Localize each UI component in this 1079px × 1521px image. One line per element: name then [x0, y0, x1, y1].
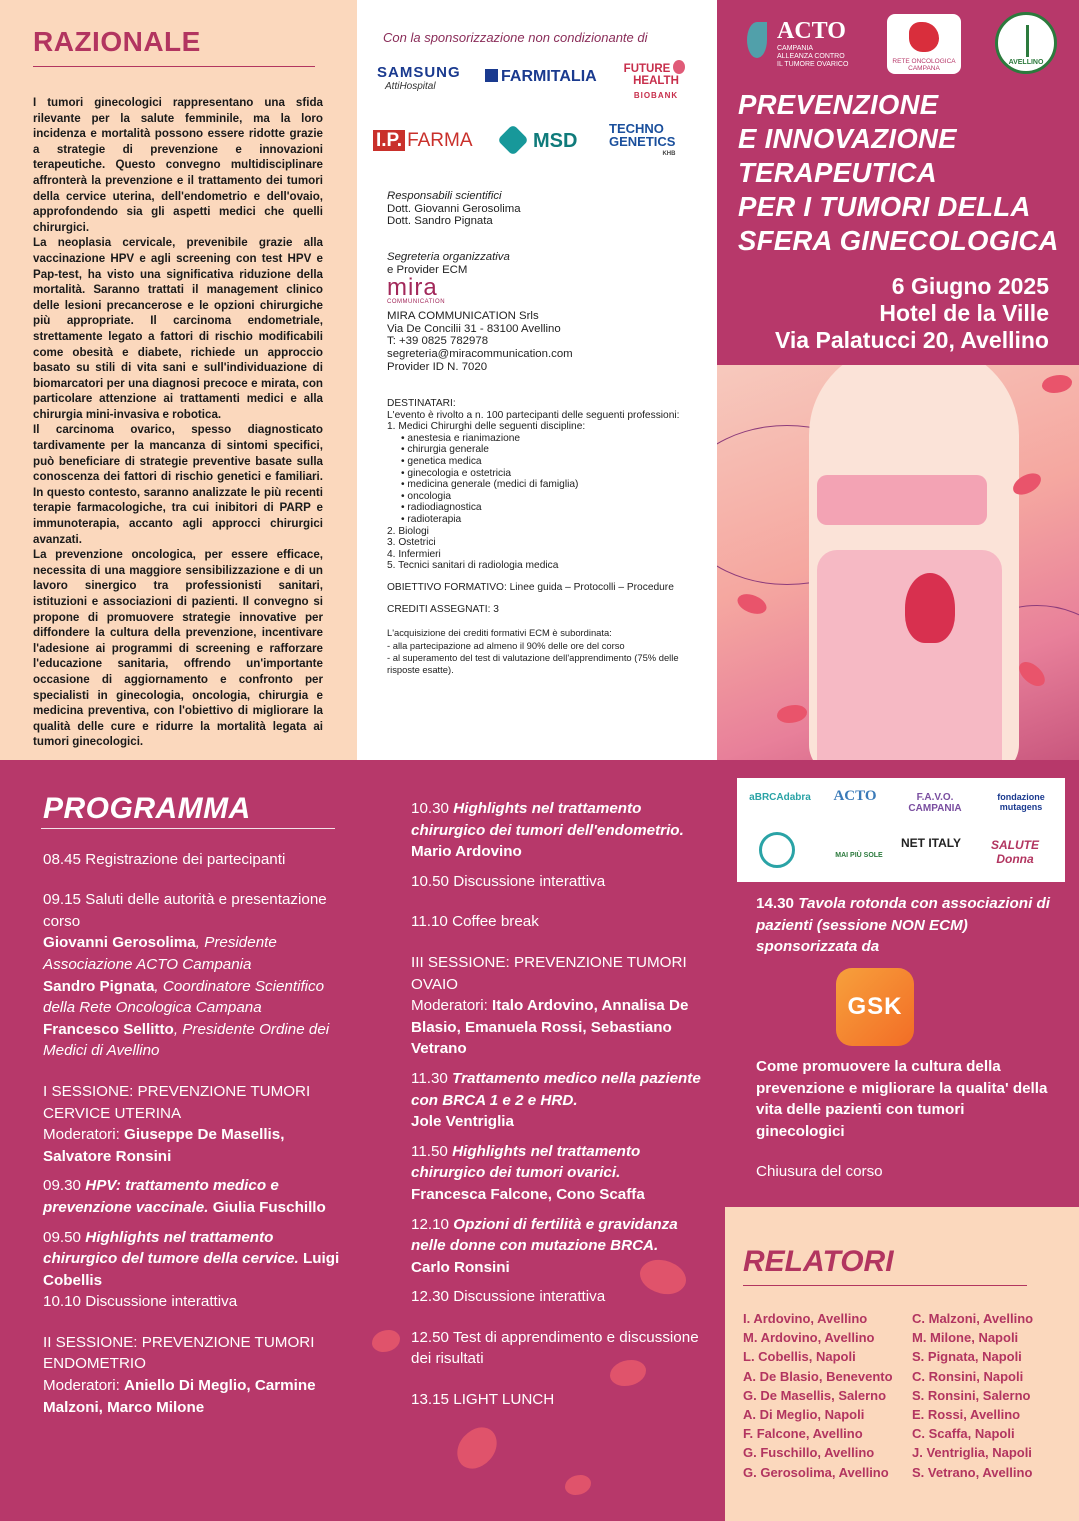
future-health-logo [605, 60, 707, 100]
techno-text-a: TECHNO [609, 121, 664, 136]
programme-item [43, 849, 343, 871]
programme-item [411, 1214, 711, 1279]
programme-item [411, 1286, 711, 1308]
speaker-item: S. Ronsini, Salerno [912, 1387, 1031, 1403]
cover-illustration [717, 365, 1079, 760]
acto-logo-sub: ALLEANZA CONTRO [777, 53, 845, 60]
title-line: TERAPEUTICA [738, 157, 937, 188]
association-seal-icon [759, 832, 795, 868]
acto-logo-text: ACTO [777, 18, 846, 44]
item-time: 11.10 [411, 913, 448, 931]
item-time: 12.50 [411, 1328, 450, 1346]
relatori-panel [725, 1207, 1079, 1521]
round-table-topic: Come promuovere la cultura della prevenzione e migliorare la qualita' della vita delle pazienti con tumori ginecologici [756, 1058, 1048, 1140]
acto-mark-icon [747, 22, 767, 58]
target-audience [387, 398, 687, 677]
discipline-item: • genetica medica [401, 456, 687, 468]
discipline-item: • anestesia e rianimazione [401, 433, 687, 445]
campania-map-icon [909, 22, 939, 52]
samsung-logo [377, 64, 461, 92]
item-time: 13.15 [411, 1391, 450, 1409]
segr-sub: e Provider ECM [387, 263, 468, 276]
rete-oncologica-logo [887, 14, 961, 74]
organization-panel [357, 0, 717, 760]
speaker-item: C. Ronsini, Napoli [912, 1368, 1024, 1384]
programme-column-3-bottom [756, 1056, 1056, 1202]
programme-item [411, 1389, 711, 1411]
programme-item [411, 1068, 711, 1133]
mira-logo-sub: COMMUNICATION [387, 299, 446, 306]
techno-genetics-logo [609, 122, 675, 161]
event-details [775, 273, 1049, 354]
item-text: Discussione interattiva [453, 872, 606, 890]
speaker-item: E. Rossi, Avellino [912, 1407, 1021, 1423]
item-time: 08.45 [43, 850, 82, 868]
speaker-item: J. Ventriglia, Napoli [912, 1445, 1032, 1461]
item-time: 11.50 [411, 1142, 448, 1160]
msd-logo-text: MSD [533, 130, 578, 152]
relatori-title: RELATORI [743, 1245, 894, 1278]
resp-label: Responsabili scientifici [387, 190, 502, 202]
acto-logo-sub: IL TUMORE OVARICO [777, 61, 849, 68]
speakers-column-2 [912, 1309, 1033, 1482]
speaker-item: A. Di Meglio, Napoli [743, 1407, 865, 1423]
speaker-name: Luigi Cobellis [43, 1250, 340, 1289]
razionale-paragraph: I tumori ginecologici rappresentano una sfida rilevante per la salute femminile, ma la loro incidenza e mortalità possono essere ridotte grazie a strategie di prevenzione e innovazioni terapeutiche. Questo convegno multidisciplinare affronterà la prevenzione e il trattamento dei tumori della cervice uterina, dell'endometrio e dell'ovaio, approfondendo sia gli aspetti medici che quelli chirurgici. [33, 96, 323, 234]
rete-logo-text: RETE ONCOLOGICA CAMPANA [892, 58, 956, 72]
ip-farma-text: FARMA [407, 130, 473, 151]
samsung-logo-sub: AttiHospital [385, 81, 436, 92]
talk-title: Highlights nel trattamento chirurgico dei tumori ovarici. [411, 1142, 641, 1182]
samsung-logo-text: SAMSUNG [377, 64, 461, 81]
speaker-role: , Coordinatore Scientifico della Rete Oncologica Campana [43, 977, 325, 1017]
speaker-item: C. Scaffa, Napoli [912, 1426, 1015, 1442]
discipline-item: • oncologia [401, 491, 687, 503]
dest-item: 5. Tecnici sanitari di radiologia medica [387, 560, 559, 572]
resp-name: Dott. Giovanni Gerosolima [387, 202, 521, 215]
drop-icon [673, 60, 685, 74]
session-header [411, 952, 711, 1060]
speaker-item: F. Falcone, Avellino [743, 1426, 863, 1442]
session-header [43, 1332, 343, 1418]
item-text: Saluti delle autorità e presentazione corso [43, 891, 327, 930]
talk-title: Tavola rotonda con associazioni di pazienti (sessione NON ECM) sponsorizzata da [756, 895, 1051, 956]
techno-text-b: GENETICS [609, 134, 676, 149]
ecm-conditions [387, 627, 687, 677]
title-line: E INNOVAZIONE [738, 123, 957, 154]
programme-item [43, 1175, 343, 1218]
speaker-item: A. De Blasio, Benevento [743, 1368, 893, 1384]
caduceus-icon [1026, 25, 1029, 57]
speaker-item: I. Ardovino, Avellino [743, 1311, 868, 1326]
programme-item [411, 1141, 711, 1206]
brochure-inner-panel [0, 760, 1079, 1521]
organizing-secretariat [387, 251, 687, 373]
mira-logo-text: mira [387, 274, 438, 302]
cover-logos [717, 0, 1079, 80]
session-header [43, 1081, 343, 1167]
dest-intro: L'evento è rivolto a n. 100 partecipanti delle seguenti professioni: [387, 409, 680, 421]
msd-mark-icon [497, 124, 529, 156]
petal-icon [565, 1475, 591, 1495]
session-title: III SESSIONE: PREVENZIONE TUMORI OVAIO [411, 953, 687, 993]
company-phone: T: +39 0825 782978 [387, 335, 489, 348]
speaker-role: , Presidente Associazione ACTO Campania [43, 934, 277, 973]
razionale-panel [0, 0, 357, 760]
acto-logo-sub: CAMPANIA [777, 45, 814, 52]
ip-farma-mark: I.P. [373, 130, 405, 151]
dest-item: 1. Medici Chirurghi delle seguenti discipline: [387, 421, 586, 433]
moderators-label: Moderatori: [43, 1377, 125, 1395]
moderators: Italo Ardovino, Annalisa De Blasio, Emanuela Rossi, Sebastiano Vetrano [411, 997, 689, 1058]
company-name: MIRA COMMUNICATION Srls [387, 310, 539, 323]
speakers-column-1 [743, 1309, 893, 1482]
speaker-item: G. Fuschillo, Avellino [743, 1445, 875, 1461]
talk-title: Opzioni di fertilità e gravidanza nelle donne con mutazione BRCA. [411, 1215, 678, 1255]
associations-logos [737, 778, 1065, 882]
programme-column-3 [756, 893, 1056, 958]
favo-logo: F.A.V.O. CAMPANIA [908, 792, 962, 814]
speaker-name: Mario Ardovino [411, 843, 522, 861]
razionale-paragraph: Il carcinoma ovarico, spesso diagnosticato tardivamente per la mancanza di sintomi specifici, può beneficiare di strategie preventive basate sulla conoscenza dei fattori di rischio genetici e familiari. In questo contesto, saranno analizzate le più recenti terapie farmacologiche, tra cui inibitori di PARP e immunoterapia, accanto agli approcci chirurgici avanzati. [33, 423, 323, 546]
credits-assigned: CREDITI ASSEGNATI: 3 [387, 603, 499, 615]
future-health-sub: BIOBANK [633, 91, 679, 100]
item-text: Discussione interattiva [453, 1288, 606, 1306]
speaker-name: Giovanni Gerosolima [43, 934, 196, 952]
moderators: Aniello Di Meglio, Carmine Malzoni, Marco Milone [43, 1377, 316, 1416]
item-time: 09.50 [43, 1228, 82, 1246]
speaker-name: Jole Ventriglia [411, 1113, 514, 1131]
item-time: 12.10 [411, 1215, 450, 1233]
speaker-name: Francesco Sellitto [43, 1020, 174, 1038]
farmitalia-mark-icon [485, 69, 498, 82]
moderators: Giuseppe De Masellis, Salvatore Ronsini [43, 1126, 285, 1165]
item-text: Coffee break [452, 913, 539, 931]
dest-label: DESTINATARI: [387, 398, 456, 409]
acto-logo: ACTO [833, 788, 877, 804]
scientific-managers [387, 190, 687, 228]
speaker-item: S. Vetrano, Avellino [912, 1464, 1033, 1480]
event-venue: Hotel de la Ville [879, 300, 1049, 326]
training-objective: OBIETTIVO FORMATIVO: Linee guida – Protocolli – Procedure [387, 581, 674, 593]
item-time: 10.10 [43, 1293, 82, 1311]
woman-bottom [817, 550, 1002, 760]
petal-icon [1042, 375, 1072, 393]
company-address: Via De Concilii 31 - 83100 Avellino [387, 322, 561, 335]
disciplines-list [387, 433, 687, 526]
title-line: PER I TUMORI DELLA [738, 191, 1031, 222]
dest-item: 3. Ostetrici [387, 537, 436, 549]
programme-column-2 [411, 798, 711, 1430]
speaker-item: G. Gerosolima, Avellino [743, 1464, 889, 1480]
ip-farma-logo [373, 130, 473, 152]
programme-title: PROGRAMMA [43, 792, 251, 825]
speaker-role: , Presidente Ordine dei Medici di Avellino [43, 1020, 330, 1060]
razionale-title: RAZIONALE [33, 26, 201, 57]
item-time: 11.30 [411, 1069, 448, 1087]
title-line: SFERA GINECOLOGICA [738, 225, 1059, 256]
moderators-label: Moderatori: [411, 997, 493, 1015]
speaker-name: Carlo Ronsini [411, 1258, 510, 1276]
item-text: Test di apprendimento e discussione dei risultati [411, 1328, 699, 1368]
farmitalia-logo-text: FARMITALIA [501, 68, 597, 85]
msd-logo [499, 126, 577, 154]
programme-item [411, 798, 711, 863]
discipline-item: • radioterapia [401, 514, 687, 526]
session-title: I SESSIONE: PREVENZIONE TUMORI CERVICE UTERINA [43, 1082, 311, 1122]
item-text: Registrazione dei partecipanti [85, 850, 286, 868]
event-address: Via Palatucci 20, Avellino [774, 327, 1049, 353]
item-time: 10.50 [411, 872, 450, 890]
provider-id: Provider ID N. 7020 [387, 360, 488, 373]
divider [41, 828, 335, 829]
speaker-name: Sandro Pignata [43, 977, 155, 995]
item-text: Discussione interattiva [85, 1293, 238, 1311]
abrcadabra-logo: aBRCAdabra [749, 792, 811, 803]
speaker-item: G. De Masellis, Salerno [743, 1387, 887, 1403]
talk-title: Highlights nel trattamento chirurgico del tumore della cervice. [43, 1228, 299, 1268]
salute-donna-logo: SALUTE Donna [991, 838, 1039, 866]
ecm-condition: - al superamento del test di valutazione dell'apprendimento (75% delle risposte esatte). [387, 651, 679, 676]
moderators-label: Moderatori: [43, 1126, 125, 1144]
discipline-item: • chirurgia generale [401, 444, 687, 456]
future-health-text-a: FUTURE [623, 63, 671, 75]
discipline-item: • medicina generale (medici di famiglia) [401, 479, 687, 491]
item-time: 10.30 [411, 800, 450, 817]
dest-item: 4. Infermieri [387, 548, 441, 560]
speaker-item: M. Milone, Napoli [912, 1330, 1019, 1346]
company-email: segreteria@miracommunication.com [387, 347, 573, 360]
future-health-text-b: HEALTH [633, 75, 679, 87]
event-title [738, 88, 1059, 258]
item-text: LIGHT LUNCH [453, 1391, 555, 1409]
tulip-icon [905, 573, 955, 643]
segr-label: Segreteria organizzativa [387, 251, 510, 263]
resp-name: Dott. Sandro Pignata [387, 215, 493, 228]
sponsor-heading: Con la sponsorizzazione non condizionante di [383, 30, 648, 45]
divider [743, 1285, 1027, 1286]
petal-icon [735, 589, 770, 620]
speaker-name: Giulia Fuschillo [212, 1198, 326, 1216]
cover-panel [717, 0, 1079, 760]
ordine-medici-logo [995, 12, 1057, 74]
item-time: 09.15 [43, 891, 82, 909]
discipline-item: • radiodiagnostica [401, 502, 687, 514]
talk-title: Highlights nel trattamento chirurgico dei tumori dell'endometrio. [411, 800, 684, 839]
mai-piu-sole-logo: MAI PIÙ SOLE [835, 852, 883, 859]
programme-item [411, 1327, 711, 1370]
item-text: Chiusura del corso [756, 1163, 883, 1181]
event-date: 6 Giugno 2025 [891, 273, 1049, 299]
title-line: PREVENZIONE [738, 89, 939, 120]
speaker-item: S. Pignata, Napoli [912, 1349, 1022, 1365]
session-title: II SESSIONE: PREVENZIONE TUMORI ENDOMETRIO [43, 1333, 315, 1373]
programme-column-1 [43, 792, 343, 1437]
talk-title: HPV: trattamento medico e prevenzione vaccinale. [43, 1177, 279, 1216]
item-time: 09.30 [43, 1177, 82, 1195]
petal-icon [372, 1330, 400, 1352]
item-time: 14.30 [756, 895, 795, 912]
programme-item [43, 889, 343, 1062]
mutagens-logo: fondazione mutagens [997, 792, 1045, 812]
techno-sub: KHB [662, 151, 676, 157]
razionale-paragraph: La neoplasia cervicale, prevenibile grazie alla vaccinazione HPV e agli screening con test HPV e Pap-test, ha visto una significativa riduzione della mortalità. Saranno trattati il management clinico delle lesioni precancerose e le opzioni chirurgiche più appropriate. Il carcinoma endometriale, strettamente legato a fattori di rischio modificabili come obesità e diabete, richiede un approccio basato su stili di vita sani e sull'individuazione di biomarcatori per una diagnosi precoce e mirata, con particolare attenzione ai trattamenti medici e alla chirurgia mini-invasiva e robotica. [33, 236, 323, 421]
divider [33, 66, 315, 67]
dest-item: 2. Biologi [387, 525, 429, 537]
discipline-item: • ginecologia e ostetricia [401, 468, 687, 480]
ordine-logo-text: AVELLINO [1008, 59, 1044, 66]
razionale-paragraph: La prevenzione oncologica, per essere efficace, necessita di una maggiore sensibilizzazione e di un lavoro sinergico tra professionisti sanitari, istituzioni e associazioni di pazienti. Il convegno si propone di promuovere strategie innovative per diffondere la cultura della prevenzione, incentivare l'adesione ai programmi di screening e rafforzare l'educazione sanitaria, offrendo un'importante occasione di aggiornamento e confronto per specialisti in ginecologia, oncologia, chirurgia e medicina preventiva, con l'obiettivo di migliorare la qualità delle cure e ridurre la mortalità legata ai tumori ginecologici. [33, 548, 323, 749]
programme-item [756, 1056, 1056, 1142]
ecm-condition: - alla partecipazione ad almeno il 90% delle ore del corso [387, 639, 625, 651]
acto-logo [777, 18, 848, 69]
speaker-item: M. Ardovino, Avellino [743, 1330, 875, 1346]
woman-top [817, 475, 987, 525]
item-time: 12.30 [411, 1288, 450, 1306]
programme-item [756, 1161, 1056, 1183]
speaker-item: C. Malzoni, Avellino [912, 1311, 1034, 1326]
programme-item [43, 1227, 343, 1313]
gsk-logo: GSK [836, 968, 914, 1046]
speaker-name: Francesca Falcone, Cono Scaffa [411, 1185, 645, 1203]
programme-item [411, 871, 711, 893]
programme-item [411, 911, 711, 933]
talk-title: Trattamento medico nella paziente con BRCA 1 e 2 e HRD. [411, 1069, 701, 1109]
brochure-outer-panel [0, 0, 1079, 760]
farmitalia-logo [485, 68, 597, 86]
petal-icon [777, 705, 807, 723]
ecm-condition: L'acquisizione dei crediti formativi ECM è subordinata: [387, 627, 612, 639]
speaker-item: L. Cobellis, Napoli [743, 1349, 856, 1365]
mira-logo [387, 274, 687, 306]
net-italy-logo: NET ITALY [901, 836, 962, 850]
